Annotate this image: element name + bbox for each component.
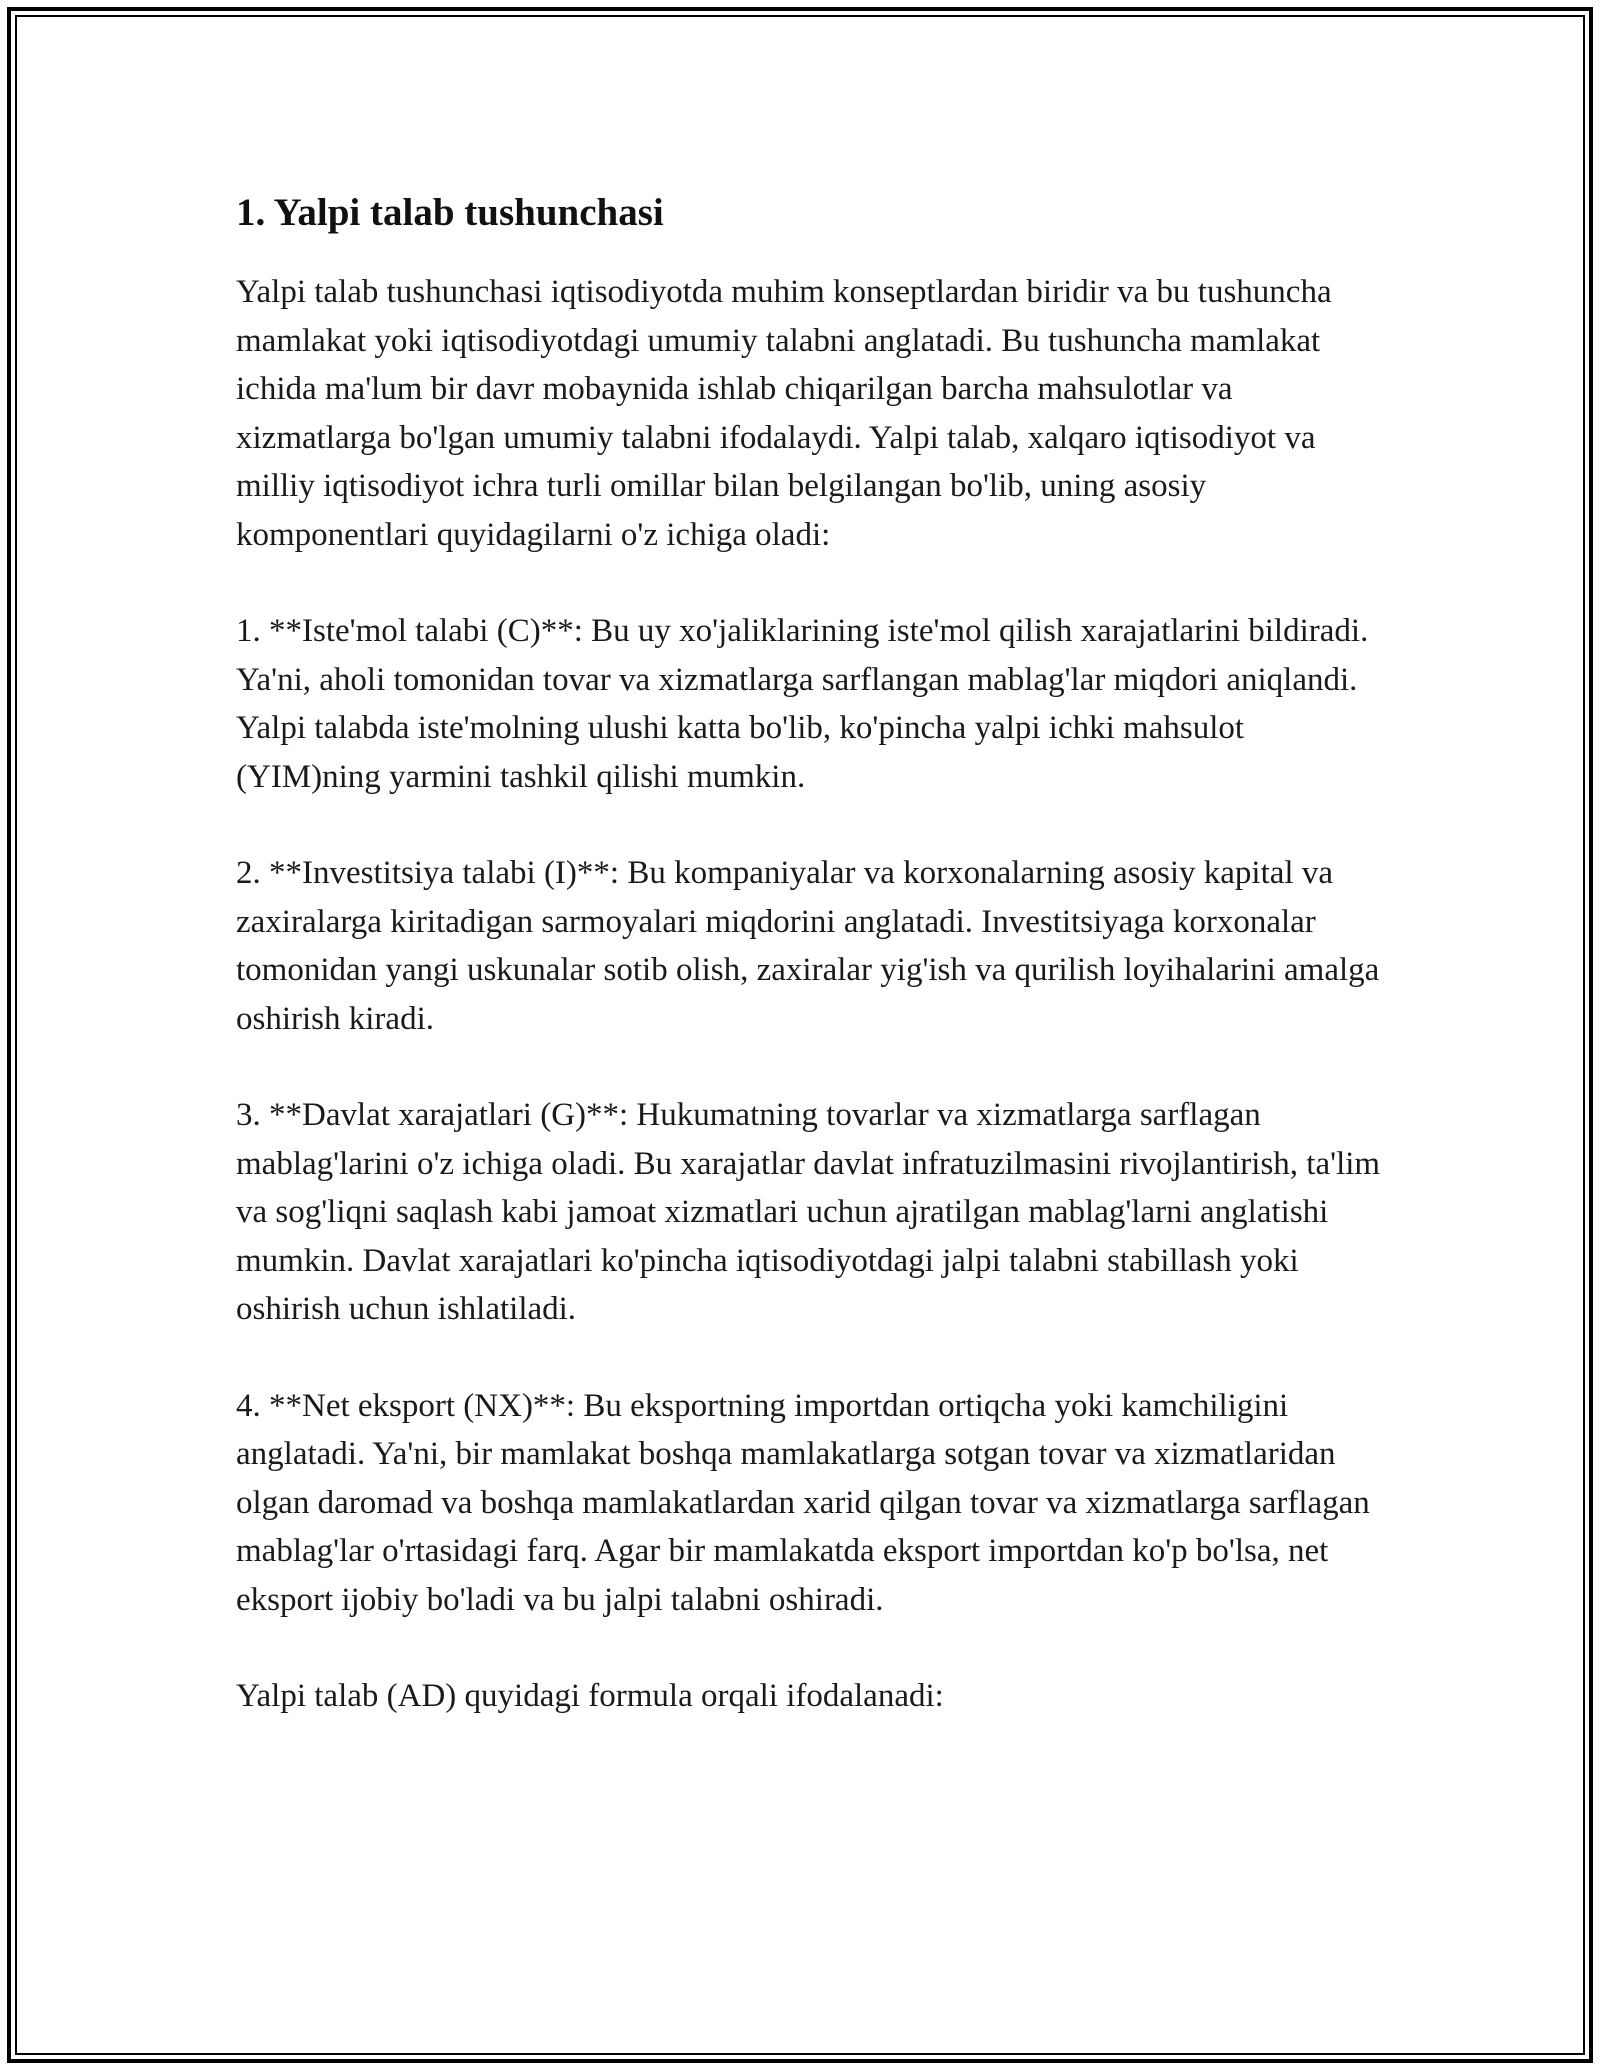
consumption-paragraph: 1. **Iste'mol talabi (C)**: Bu uy xo'jaliklarining iste'mol qilish xarajatlarini bildiradi. Ya'ni, aholi tomonidan tovar va xizmatlarga sarflangan mablag'lar miqdori aniqlandi. Yalpi talabda iste'molning ulushi katta bo'lib, ko'pincha yalpi ichki mahsulot (YIM)ning yarmini tashkil qilishi mumkin. [236, 613, 1369, 795]
government-spending-paragraph: 3. **Davlat xarajatlari (G)**: Hukumatning tovarlar va xizmatlarga sarflagan mablag'larini o'z ichiga oladi. Bu xarajatlar davlat infratuzilmasini rivojlantirish, ta'lim va sog'liqni saqlash kabi jamoat xizmatlari uchun ajratilgan mablag'larni anglatishi mumkin. Davlat xarajatlari ko'pincha iqtisodiyotdagi jalpi talabni stabillash yoki oshirish uchun ishlatiladi. [236, 1097, 1381, 1327]
formula-intro-paragraph: Yalpi talab (AD) quyidagi formula orqali ifodalanadi: [236, 1678, 944, 1714]
investment-paragraph: 2. **Investitsiya talabi (I)**: Bu kompaniyalar va korxonalarning asosiy kapital va zaxiralarga kiritadigan sarmoyalari miqdorini anglatadi. Investitsiyaga korxonalar tomonidan yangi uskunalar sotib olish, zaxiralar yig'ish va qurilish loyihalarini amalga oshirish kiradi. [236, 855, 1380, 1037]
net-export-paragraph: 4. **Net eksport (NX)**: Bu eksportning importdan ortiqcha yoki kamchiligini anglatadi. Ya'ni, bir mamlakat boshqa mamlakatlarga sotgan tovar va xizmatlaridan olgan daromad va boshqa mamlakatlardan xarid qilgan tovar va xizmatlarga sarflagan mablag'lar o'rtasidagi farq. Agar bir mamlakatda eksport importdan ko'p bo'lsa, net eksport ijobiy bo'ladi va bu jalpi talabni oshiradi. [236, 1387, 1370, 1618]
intro-paragraph: Yalpi talab tushunchasi iqtisodiyotda muhim konseptlardan biridir va bu tushuncha mamlakat yoki iqtisodiyotdagi umumiy talabni anglatadi. Bu tushuncha mamlakat ichida ma'lum bir davr mobaynida ishlab chiqarilgan barcha mahsulotlar va xizmatlarga bo'lgan umumiy talabni ifodalaydi. Yalpi talab, xalqaro iqtisodiyot va milliy iqtisodiyot ichra turli omillar bilan belgilangan bo'lib, uning asosiy komponentlari quyidagilarni o'z ichiga oladi: [236, 274, 1332, 553]
section-heading: 1. Yalpi talab tushunchasi [236, 191, 664, 234]
document-body [236, 186, 1386, 1769]
